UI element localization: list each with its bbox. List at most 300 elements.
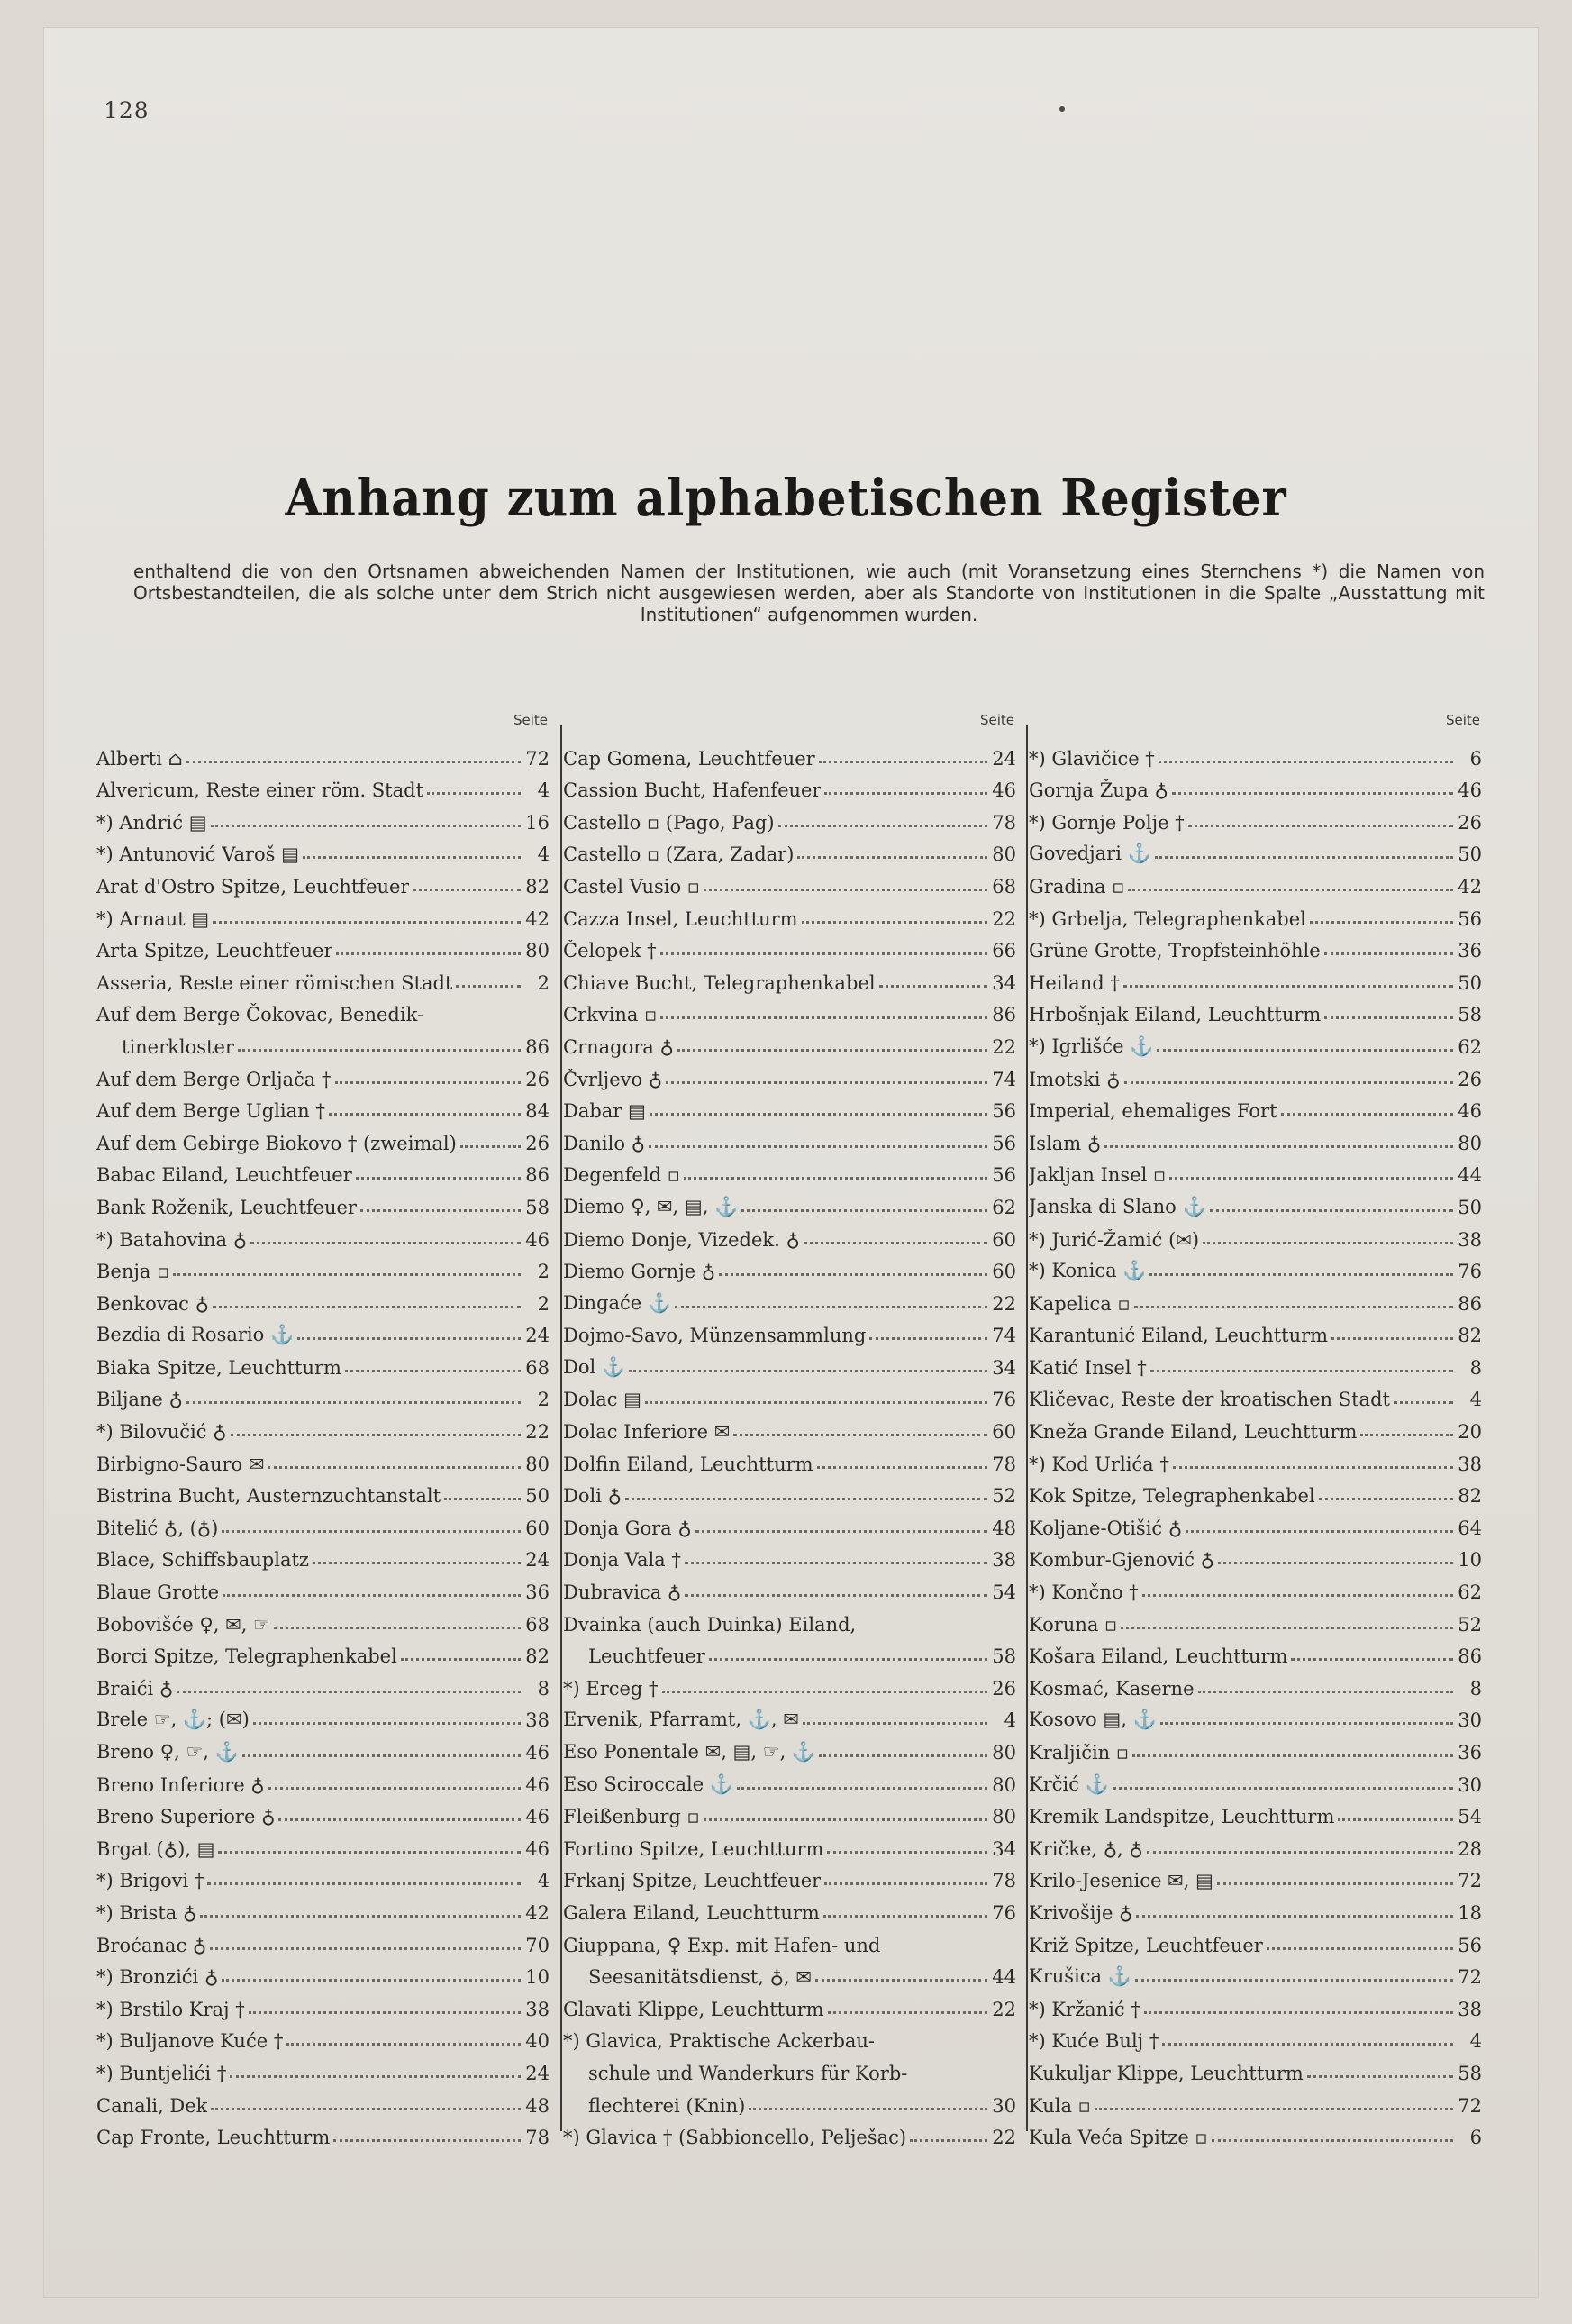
entry-page-number: 48 <box>992 1517 1016 1539</box>
register-entry <box>96 2020 550 2053</box>
entry-page-number: 62 <box>1458 1581 1482 1604</box>
dot-leader <box>313 1562 521 1564</box>
entry-label: Breno Superiore ♁ <box>96 1806 276 1828</box>
entry-page-number: 4 <box>537 843 550 866</box>
dot-leader <box>824 792 987 795</box>
entry-label: Auf dem Berge Orljača † <box>96 1068 332 1090</box>
seite-header: Seite <box>979 712 1014 728</box>
intro-paragraph: enthaltend die von den Ortsnamen abweichenden Namen der Institutionen, wie auch (mit Voransetzung eines Sternchens *) die Namen von Ortsbestandteilen, die als solche unter dem Strich nicht ausgewiesen werden, aber als Standorte von Institutionen in die Spalte „Ausstattung mit Institutionen“ aufgenommen wurden. <box>133 560 1485 625</box>
register-entry <box>96 865 550 898</box>
dot-leader <box>677 1049 987 1052</box>
dot-leader <box>1121 1627 1453 1629</box>
register-entry <box>1029 1475 1482 1508</box>
register-entry <box>1029 1218 1482 1251</box>
dot-leader <box>333 2139 521 2142</box>
register-entry <box>96 1379 550 1411</box>
register-entry <box>1029 994 1482 1026</box>
register-entry <box>563 1186 1016 1218</box>
entry-label: *) Jurić-Žamić (✉) <box>1029 1228 1200 1251</box>
dot-leader <box>401 1658 521 1661</box>
register-entry <box>96 1603 550 1636</box>
register-entry <box>1029 1346 1482 1379</box>
entry-page-number: 54 <box>1458 1806 1482 1828</box>
entry-label: Hrbošnjak Eiland, Leuchtturm <box>1029 1004 1322 1026</box>
register-entry <box>1029 865 1482 898</box>
entry-label: *) Antunović Varoš ▤ <box>96 843 299 866</box>
dot-leader <box>684 1177 987 1180</box>
register-entry <box>563 1731 1016 1764</box>
entry-page-number: 2 <box>537 1292 550 1315</box>
entry-page-number: 82 <box>1458 1325 1482 1347</box>
entry-label: *) Končno † <box>1029 1581 1139 1604</box>
entry-page-number: 22 <box>992 1035 1016 1058</box>
entry-label: *) Brista ♁ <box>96 1901 197 1924</box>
entry-label: Leuchtfeuer <box>588 1645 705 1668</box>
entry-label: Imperial, ehemaliges Fort <box>1029 1100 1277 1123</box>
register-columns <box>96 712 1493 2149</box>
dot-leader <box>213 1306 521 1308</box>
register-entry <box>1029 2020 1482 2053</box>
register-entry <box>96 1796 550 1828</box>
entry-page-number: 72 <box>1458 1966 1482 1989</box>
entry-label: Islam ♁ <box>1029 1132 1102 1154</box>
entry-page-number: 84 <box>525 1100 550 1123</box>
entry-label: Castel Vusio ▫ <box>563 875 701 898</box>
dot-leader <box>230 2075 521 2078</box>
dot-leader <box>1136 1915 1453 1918</box>
register-entry <box>563 1827 1016 1860</box>
entry-page-number: 2 <box>537 971 550 994</box>
dot-leader <box>1172 792 1453 795</box>
entry-page-number: 22 <box>992 2127 1016 2149</box>
dot-leader <box>666 1081 987 1084</box>
entry-page-number: 6 <box>1469 747 1482 770</box>
register-entry <box>1029 1636 1482 1668</box>
dot-leader <box>709 1658 987 1661</box>
entry-page-number: 56 <box>1458 907 1482 930</box>
entry-label: Birbigno-Sauro ✉ <box>96 1453 265 1475</box>
dot-leader <box>685 1594 987 1597</box>
register-entry <box>1029 1410 1482 1443</box>
register-entry <box>96 1507 550 1539</box>
entry-label: *) Grbelja, Telegraphenkabel <box>1029 907 1306 930</box>
entry-label: Kula ▫ <box>1029 2094 1091 2117</box>
entry-page-number: 44 <box>992 1966 1016 1989</box>
entry-page-number: 8 <box>1469 1677 1482 1700</box>
entry-label: Breno ♀, ☞, ⚓ <box>96 1741 239 1763</box>
register-entry <box>1029 801 1482 834</box>
register-entry <box>1029 1827 1482 1860</box>
register-entry <box>96 1731 550 1764</box>
dot-leader <box>456 985 521 988</box>
register-entry <box>1029 1796 1482 1828</box>
register-entry <box>1029 1122 1482 1154</box>
register-entry <box>1029 1860 1482 1892</box>
entry-page-number: 42 <box>1458 875 1482 898</box>
register-entry <box>563 1571 1016 1603</box>
entry-page-number: 22 <box>525 1421 550 1444</box>
page-title: Anhang zum alphabetischen Register <box>285 469 1287 528</box>
register-entry <box>96 1924 550 1956</box>
entry-page-number: 82 <box>1458 1485 1482 1508</box>
entry-page-number: 52 <box>1458 1613 1482 1636</box>
entry-page-number: 42 <box>525 1901 550 1924</box>
dot-leader <box>268 1787 521 1790</box>
dot-leader <box>660 1016 987 1019</box>
register-entry <box>563 1282 1016 1315</box>
dot-leader <box>210 1947 521 1950</box>
entry-page-number: 24 <box>525 2062 550 2084</box>
register-entry <box>563 1891 1016 1924</box>
register-entry <box>563 1090 1016 1123</box>
register-entry <box>563 2052 1016 2084</box>
dot-leader <box>1113 1787 1453 1790</box>
entry-page-number: 10 <box>1458 1549 1482 1572</box>
entry-label: Govedjari ⚓ <box>1029 843 1151 865</box>
register-entry <box>96 1860 550 1892</box>
entry-page-number: 2 <box>537 1389 550 1411</box>
register-entry <box>1029 1731 1482 1764</box>
entry-page-number: 86 <box>525 1035 550 1058</box>
dot-leader <box>336 952 521 955</box>
register-entry <box>1029 1603 1482 1636</box>
register-entry <box>96 2052 550 2084</box>
entry-label: Fortino Spitze, Leuchtturm <box>563 1837 824 1860</box>
register-entry <box>96 1443 550 1475</box>
entry-page-number: 4 <box>1004 1709 1016 1732</box>
dot-leader <box>819 761 987 763</box>
register-entry <box>563 2084 1016 2117</box>
entry-label: Košara Eiland, Leuchtturm <box>1029 1645 1288 1668</box>
entry-label: Grüne Grotte, Tropfsteinhöhle <box>1029 940 1321 962</box>
entry-label: Kapelica ▫ <box>1029 1292 1131 1315</box>
register-entry <box>563 1507 1016 1539</box>
dot-leader <box>211 825 521 827</box>
register-entry <box>96 1667 550 1700</box>
dot-leader <box>1291 1658 1453 1661</box>
dot-leader <box>249 2011 521 2014</box>
register-entry <box>96 1764 550 1796</box>
dot-leader <box>1310 921 1453 924</box>
entry-label: Bobovišće ♀, ✉, ☞ <box>96 1613 270 1636</box>
entry-page-number: 46 <box>1458 779 1482 802</box>
register-entry <box>96 1251 550 1283</box>
entry-label: Auf dem Berge Uglian † <box>96 1100 325 1123</box>
entry-label: Giuppana, ♀ Exp. mit Hafen- und <box>563 1934 881 1956</box>
entry-label: Blaue Grotte <box>96 1581 220 1604</box>
seite-header: Seite <box>513 712 548 728</box>
entry-page-number: 80 <box>525 940 550 962</box>
dot-leader <box>1218 1562 1453 1564</box>
dot-leader <box>413 889 521 891</box>
entry-label: *) Gornje Polje † <box>1029 811 1185 834</box>
dot-leader <box>1128 889 1453 891</box>
dot-leader <box>645 1401 987 1404</box>
register-entry <box>563 1058 1016 1090</box>
entry-label: Dolac Inferiore ✉ <box>563 1421 731 1444</box>
entry-label: Gornja Župa ♁ <box>1029 779 1168 802</box>
entry-page-number: 62 <box>992 1196 1016 1218</box>
dot-leader <box>1324 1016 1453 1019</box>
entry-page-number: 38 <box>525 1998 550 2020</box>
register-entry <box>563 1924 1016 1956</box>
entry-page-number: 72 <box>525 747 550 770</box>
register-entry <box>1029 2052 1482 2084</box>
entry-page-number: 30 <box>1458 1773 1482 1796</box>
entry-label: Dabar ▤ <box>563 1100 646 1123</box>
dot-leader <box>1155 856 1453 859</box>
entry-label: *) Buntjelići † <box>96 2062 227 2084</box>
entry-label: Kok Spitze, Telegraphenkabel <box>1029 1485 1315 1508</box>
entry-label: flechterei (Knin) <box>588 2094 746 2117</box>
entry-label: Dubravica ♁ <box>563 1581 682 1604</box>
dot-leader <box>250 1242 521 1244</box>
dot-leader <box>1169 1177 1453 1180</box>
entry-page-number: 80 <box>992 1773 1016 1796</box>
dot-leader <box>910 2139 987 2142</box>
register-entry <box>96 1282 550 1315</box>
entry-label: Crkvina ▫ <box>563 1004 658 1026</box>
register-column-2 <box>563 712 1016 2148</box>
entry-label: Alberti ⌂ <box>96 747 183 770</box>
register-entry <box>563 961 1016 994</box>
entry-page-number: 80 <box>992 843 1016 866</box>
entry-label: Canali, Dek <box>96 2094 208 2117</box>
register-entry <box>563 2117 1016 2149</box>
entry-label: Auf dem Gebirge Biokovo † (zweimal) <box>96 1132 457 1154</box>
entry-label: Krilo-Jesenice ✉, ▤ <box>1029 1870 1213 1892</box>
entry-page-number: 22 <box>992 907 1016 930</box>
register-entry <box>1029 1924 1482 1956</box>
entry-page-number: 26 <box>992 1677 1016 1700</box>
entry-page-number: 42 <box>525 907 550 930</box>
entry-label: Asseria, Reste einer römischen Stadt <box>96 971 453 994</box>
dot-leader <box>1186 1530 1453 1533</box>
register-entry <box>96 1700 550 1732</box>
dot-leader <box>1134 1306 1453 1308</box>
entry-page-number: 78 <box>992 1870 1016 1892</box>
entry-label: Dingaće ⚓ <box>563 1291 672 1314</box>
register-entry <box>563 1796 1016 1828</box>
dot-leader <box>211 2108 521 2110</box>
dot-leader <box>704 1818 987 1821</box>
print-speck <box>1059 106 1065 112</box>
entry-label: Benkovac ♁ <box>96 1292 209 1315</box>
entry-page-number: 56 <box>992 1132 1016 1154</box>
dot-leader <box>804 1242 987 1244</box>
register-entry <box>1029 1090 1482 1123</box>
dot-leader <box>177 1691 521 1693</box>
entry-label: *) Erceg † <box>563 1677 659 1700</box>
entry-page-number: 46 <box>525 1773 550 1796</box>
dot-leader <box>274 1627 521 1629</box>
dot-leader <box>1160 1722 1453 1725</box>
entry-page-number: 82 <box>525 875 550 898</box>
entry-page-number: 76 <box>992 1901 1016 1924</box>
entry-label: Dol ⚓ <box>563 1355 626 1378</box>
entry-page-number: 36 <box>1458 1742 1482 1764</box>
entry-label: Karantunić Eiland, Leuchtturm <box>1029 1325 1329 1347</box>
entry-label: Diemo ♀, ✉, ▤, ⚓ <box>563 1195 739 1217</box>
entry-page-number: 38 <box>1458 1453 1482 1475</box>
dot-leader <box>213 921 521 924</box>
entry-label: *) Andrić ▤ <box>96 811 207 834</box>
entry-label: Biaka Spitze, Leuchtturm <box>96 1356 341 1379</box>
entry-page-number: 68 <box>992 875 1016 898</box>
dot-leader <box>1132 1754 1453 1757</box>
register-entry <box>96 1475 550 1508</box>
dot-leader <box>222 1530 521 1533</box>
dot-leader <box>1198 1691 1454 1693</box>
dot-leader <box>242 1754 521 1757</box>
register-entry <box>563 1603 1016 1636</box>
entry-label: Čvrljevo ♁ <box>563 1068 663 1090</box>
entry-page-number: 68 <box>525 1356 550 1379</box>
dot-leader <box>1162 2043 1453 2046</box>
entry-label: Kneža Grande Eiland, Leuchtturm <box>1029 1421 1358 1444</box>
dot-leader <box>660 952 987 955</box>
dot-leader <box>218 1851 521 1854</box>
entry-page-number: 4 <box>537 1870 550 1892</box>
entry-page-number: 30 <box>992 2094 1016 2117</box>
register-entry <box>563 1379 1016 1411</box>
entry-page-number: 26 <box>525 1132 550 1154</box>
dot-leader <box>207 1882 521 1885</box>
entry-page-number: 50 <box>525 1485 550 1508</box>
dot-leader <box>649 1145 987 1148</box>
register-entry <box>96 1346 550 1379</box>
register-entry <box>96 1988 550 2020</box>
entry-page-number: 56 <box>992 1164 1016 1187</box>
entry-page-number: 46 <box>525 1228 550 1251</box>
entry-label: Dolfin Eiland, Leuchtturm <box>563 1453 813 1475</box>
entry-label: Brele ☞, ⚓; (✉) <box>96 1709 250 1731</box>
entry-label: Kula Veća Spitze ▫ <box>1029 2127 1208 2149</box>
entry-page-number: 24 <box>525 1325 550 1347</box>
register-entry <box>563 1636 1016 1668</box>
entry-page-number: 80 <box>525 1453 550 1475</box>
entry-label: Donja Gora ♁ <box>563 1517 692 1539</box>
register-entry <box>563 770 1016 802</box>
entry-label: Bistrina Bucht, Austernzuchtanstalt <box>96 1485 441 1508</box>
register-entry <box>96 1539 550 1572</box>
dot-leader <box>737 1787 987 1790</box>
entry-label: *) Kržanić † <box>1029 1998 1140 2020</box>
entry-label: Crnagora ♁ <box>563 1035 674 1058</box>
entry-label: Krčić ⚓ <box>1029 1773 1109 1795</box>
register-entry <box>1029 770 1482 802</box>
entry-label: Alvericum, Reste einer röm. Stadt <box>96 779 424 802</box>
register-entry <box>563 1122 1016 1154</box>
entry-page-number: 34 <box>992 1356 1016 1379</box>
dot-leader <box>1319 1498 1453 1500</box>
entry-page-number: 46 <box>992 779 1016 802</box>
dot-leader <box>629 1370 987 1372</box>
register-entry <box>563 1251 1016 1283</box>
dot-leader <box>817 1466 987 1469</box>
dot-leader <box>1212 2139 1453 2142</box>
register-entry <box>96 1186 550 1218</box>
register-entry <box>1029 1025 1482 1058</box>
entry-label: Broćanac ♁ <box>96 1934 207 1956</box>
entry-page-number: 62 <box>1458 1035 1482 1058</box>
entry-label: Kosmać, Kaserne <box>1029 1677 1195 1700</box>
entry-page-number: 70 <box>525 1934 550 1956</box>
dot-leader <box>695 1530 987 1533</box>
entry-page-number: 34 <box>992 971 1016 994</box>
dot-leader <box>268 1466 521 1469</box>
register-entry <box>1029 930 1482 962</box>
register-entry <box>563 1154 1016 1187</box>
dot-leader <box>778 825 987 827</box>
entry-label: Eso Sciroccale ⚓ <box>563 1773 733 1795</box>
register-entry <box>563 1218 1016 1251</box>
register-entry <box>563 865 1016 898</box>
entry-page-number: 78 <box>992 811 1016 834</box>
seite-header: Seite <box>1445 712 1480 728</box>
entry-label: Gradina ▫ <box>1029 875 1125 898</box>
entry-label: Degenfeld ▫ <box>563 1164 680 1187</box>
register-entry <box>1029 1891 1482 1924</box>
dot-leader <box>253 1722 521 1725</box>
entry-label: Babac Eiland, Leuchtfeuer <box>96 1164 352 1187</box>
entry-label: Cazza Insel, Leuchtturm <box>563 907 798 930</box>
dot-leader <box>1135 1979 1453 1982</box>
register-entry <box>96 1058 550 1090</box>
dot-leader <box>222 1979 521 1982</box>
entry-label: Blace, Schiffsbauplatz <box>96 1549 309 1572</box>
entry-page-number: 26 <box>525 1068 550 1090</box>
dot-leader <box>1124 1081 1453 1084</box>
dot-leader <box>819 1754 987 1757</box>
dot-leader <box>662 1691 987 1693</box>
entry-page-number: 26 <box>1458 1068 1482 1090</box>
entry-label: Borci Spitze, Telegraphenkabel <box>96 1645 397 1668</box>
dot-leader <box>1142 1594 1453 1597</box>
entry-page-number: 38 <box>992 1549 1016 1572</box>
entry-page-number: 78 <box>992 1453 1016 1475</box>
entry-page-number: 78 <box>525 2127 550 2149</box>
dot-leader <box>625 1498 987 1500</box>
register-entry <box>563 834 1016 866</box>
entry-page-number: 8 <box>1469 1356 1482 1379</box>
register-entry <box>96 961 550 994</box>
dot-leader <box>238 1049 521 1052</box>
entry-label: Katić Insel † <box>1029 1356 1147 1379</box>
register-entry <box>1029 1443 1482 1475</box>
entry-page-number: 80 <box>1458 1132 1482 1154</box>
entry-page-number: 60 <box>992 1421 1016 1444</box>
entry-page-number: 24 <box>992 747 1016 770</box>
register-entry <box>1029 1154 1482 1187</box>
entry-page-number: 50 <box>1458 971 1482 994</box>
entry-label: Ervenik, Pfarramt, ⚓, ✉ <box>563 1709 799 1731</box>
entry-page-number: 58 <box>525 1196 550 1218</box>
entry-label: Janska di Slano ⚓ <box>1029 1195 1206 1217</box>
page-number: 128 <box>104 97 150 123</box>
entry-page-number: 34 <box>992 1837 1016 1860</box>
dot-leader <box>719 1273 987 1276</box>
entry-page-number: 54 <box>992 1581 1016 1604</box>
register-entry <box>1029 1379 1482 1411</box>
entry-label: Seesanitätsdienst, ♁, ✉ <box>588 1966 812 1989</box>
register-entry <box>1029 1956 1482 1989</box>
entry-label: Castello ▫ (Pago, Pag) <box>563 811 775 834</box>
dot-leader <box>1188 825 1453 827</box>
register-entry <box>96 994 550 1026</box>
entry-page-number: 72 <box>1458 1870 1482 1892</box>
entry-page-number: 26 <box>1458 811 1482 834</box>
